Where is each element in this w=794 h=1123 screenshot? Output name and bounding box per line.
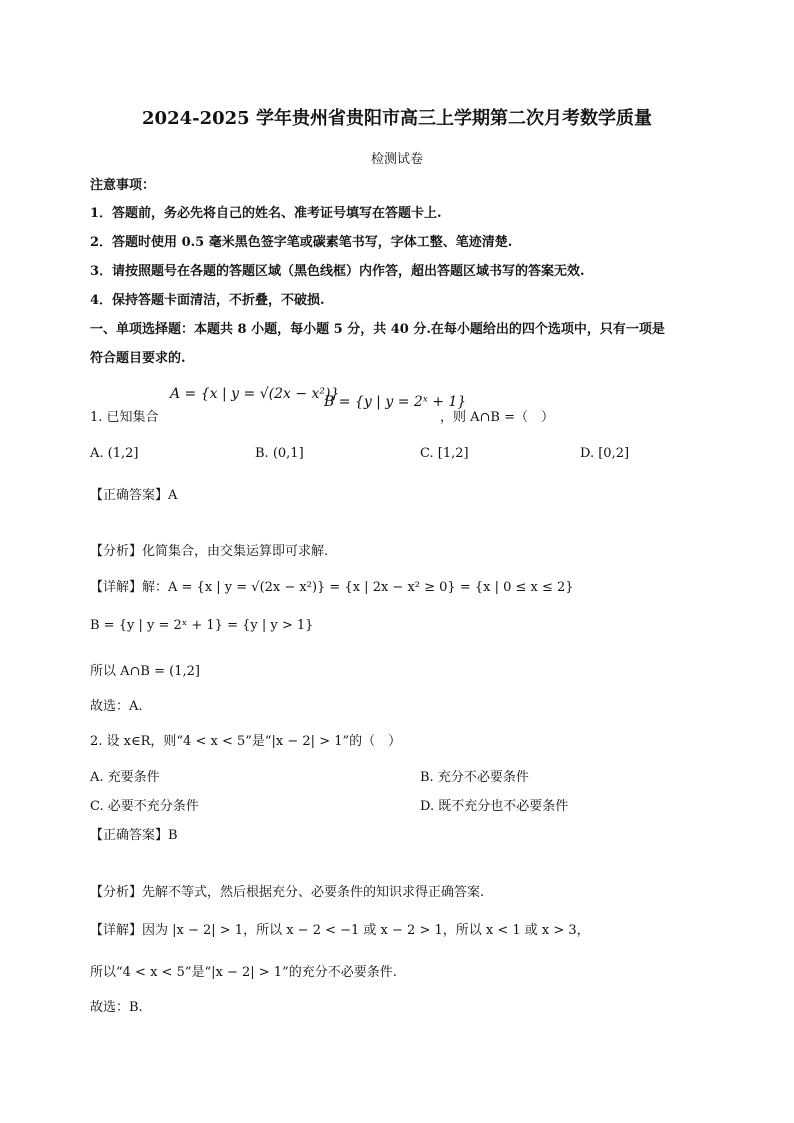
q1-analysis: 【分析】化简集合，由交集运算即可求解. (90, 544, 329, 559)
q1-option-c: C. [1,2] (420, 446, 469, 461)
q1-detail-1: 【详解】解：A = {x | y = √(2x − x²)} = {x | 2x − x² ≥ 0} = {x | 0 ≤ x ≤ 2} (90, 580, 574, 595)
notice-item-4: 4．保持答题卡面清洁，不折叠，不破损. (90, 293, 325, 308)
q2-analysis: 【分析】先解不等式，然后根据充分、必要条件的知识求得正确答案. (90, 885, 485, 900)
q2-option-d: D. 既不充分也不必要条件 (420, 799, 569, 814)
q1-option-a: A. (1,2] (90, 446, 139, 461)
q2-choose: 故选：B. (90, 1000, 143, 1015)
q1-set-a: A = {x | y = √(2x − x²)} (170, 386, 340, 402)
q2-detail-2: 所以“4 < x < 5”是“|x − 2| > 1”的充分不必要条件. (90, 965, 397, 980)
q2-option-a: A. 充要条件 (90, 770, 160, 785)
q1-choose: 故选：A. (90, 699, 143, 714)
q1-detail-3: 所以 A∩B = (1,2] (90, 664, 200, 679)
notice-item-3: 3．请按照题号在各题的答题区域（黑色线框）内作答，超出答题区域书写的答案无效. (90, 264, 585, 279)
q1-option-b: B. (0,1] (255, 446, 304, 461)
q2-option-c: C. 必要不充分条件 (90, 799, 199, 814)
q2-answer: 【正确答案】B (90, 828, 178, 843)
notice-heading: 注意事项： (90, 178, 156, 193)
q2-detail-1: 【详解】因为 |x − 2| > 1，所以 x − 2 < −1 或 x − 2 > 1，所以 x < 1 或 x > 3， (90, 923, 590, 938)
q2-stem: 2. 设 x∈R，则“4 < x < 5”是“|x − 2| > 1”的（ ） (90, 734, 402, 749)
q1-prefix: 1. 已知集合 (90, 410, 159, 425)
q1-option-d: D. [0,2] (580, 446, 630, 461)
q1-set-b: B = {y | y = 2ˣ + 1} (324, 394, 467, 410)
section-heading-line2: 符合题目要求的. (90, 351, 186, 366)
section-heading-line1: 一、单项选择题：本题共 8 小题，每小题 5 分，共 40 分.在每小题给出的四个选项中，只有一项是 (90, 322, 665, 337)
q1-ask: ，则 A∩B =（ ） (440, 410, 554, 425)
q2-option-b: B. 充分不必要条件 (420, 770, 529, 785)
notice-item-1: 1．答题前，务必先将自己的姓名、准考证号填写在答题卡上. (90, 206, 442, 221)
q1-detail-2: B = {y | y = 2ˣ + 1} = {y | y > 1} (90, 618, 314, 633)
page-title: 2024-2025 学年贵州省贵阳市高三上学期第二次月考数学质量 (142, 108, 652, 129)
q1-answer: 【正确答案】A (90, 488, 178, 503)
page-subtitle: 检测试卷 (370, 152, 423, 167)
notice-item-2: 2．答题时使用 0.5 毫米黑色签字笔或碳素笔书写，字体工整、笔迹清楚. (90, 235, 513, 250)
